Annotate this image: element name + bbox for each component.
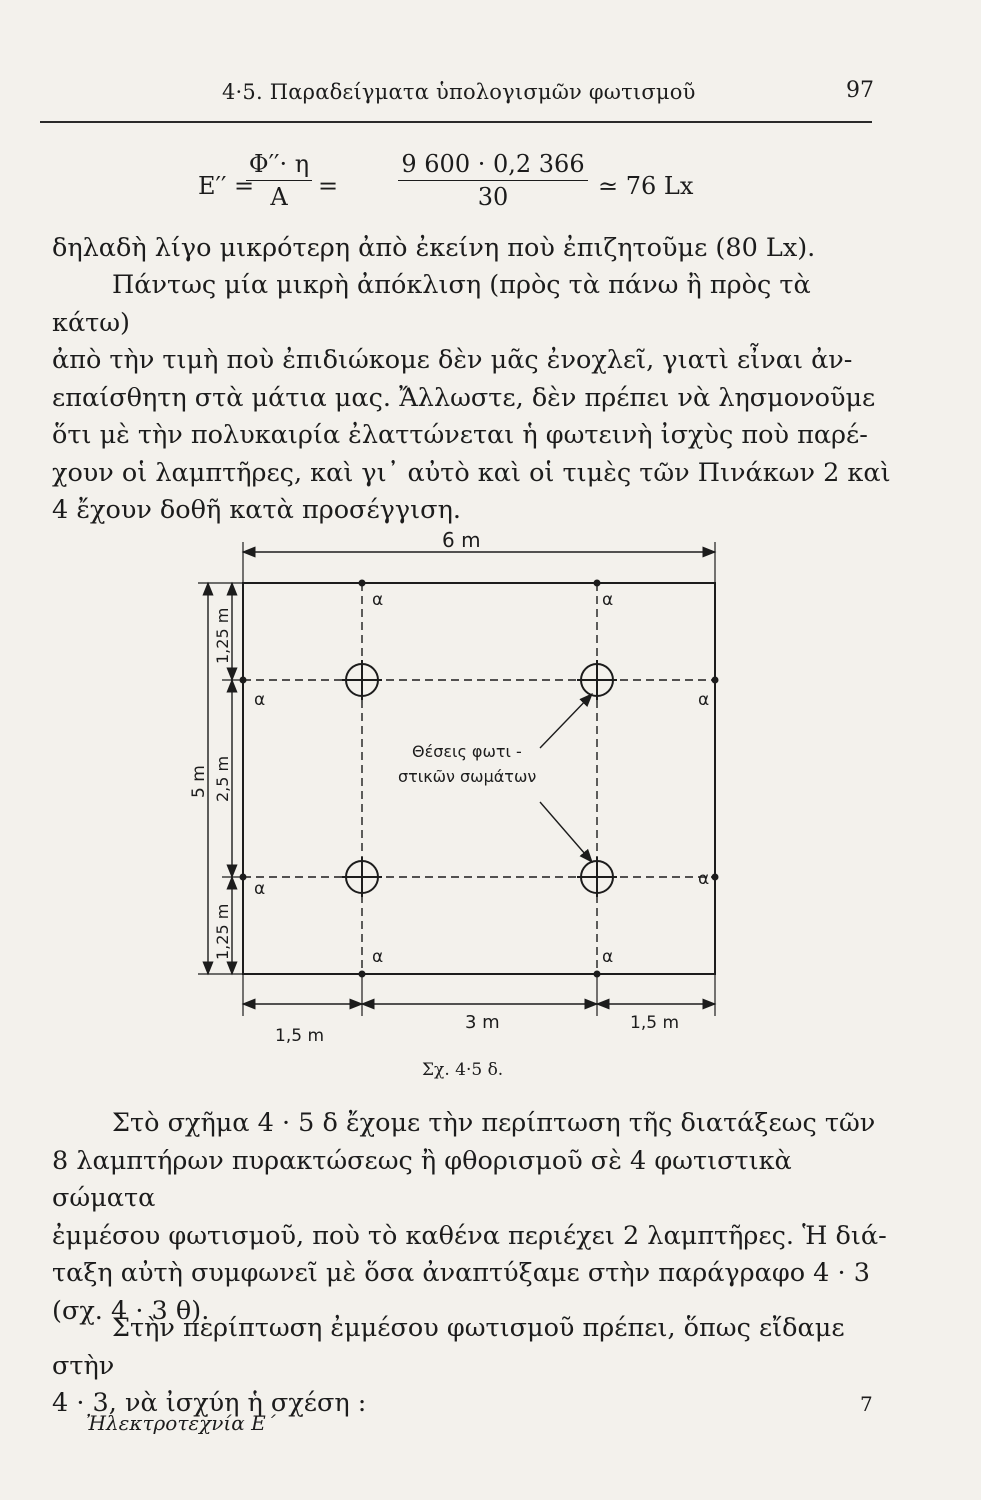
edge-point [594,580,601,587]
running-header: 4·5. Παραδείγματα ὑπολογισμῶν φωτισμοῦ [222,80,696,104]
room-layout-diagram [190,520,750,1090]
luminaire-symbol [577,660,617,700]
paragraph-3-line: 8 λαμπτήρων πυρακτώσεως ἢ φθορισμοῦ σὲ 4 φωτιστικὰ σώματα [52,1145,792,1213]
edge-point [240,677,247,684]
fraction2-denominator: 30 [477,183,509,211]
equation-lhs: E′′ = [198,172,255,200]
label-bottom-mid: 3 m [465,1012,500,1033]
label-alpha: α [698,869,710,889]
luminaire-symbol [577,857,617,897]
paragraph-4-line: 4 · 3, νὰ ἰσχύη ἡ σχέση : [52,1388,367,1418]
fraction1-numerator: Φ′′· η [246,150,312,181]
label-alpha: α [698,690,710,710]
edge-point [359,580,366,587]
paragraph-3-line: ἐμμέσου φωτισμοῦ, ποὺ τὸ καθένα περιέχει 2 λαμπτῆρες. Ἡ διά- [52,1220,887,1251]
paragraph-4 [52,1310,892,1423]
label-left-bottom: 1,25 m [213,903,232,960]
luminaire-symbol [342,660,382,700]
edge-point [359,971,366,978]
figure-caption: Σχ. 4·5 δ. [422,1060,504,1080]
label-alpha: α [254,690,266,710]
paragraph-2-line: 4 ἔχουν δοθῆ κατὰ προσέγγιση. [52,495,461,525]
paragraph-2-line: χουν οἱ λαμπτῆρες, καὶ γι᾽ αὐτὸ καὶ οἱ τιμὲς τῶν Πινάκων 2 καὶ [52,457,891,488]
fraction1-denominator: A [270,183,288,211]
label-alpha: α [602,947,614,967]
label-total-height: 5 m [190,765,209,798]
label-bottom-right: 1,5 m [630,1013,679,1033]
footer-book-title: Ἠλεκτροτεχνία Ε΄ [86,1411,276,1435]
paragraph-3 [52,1105,892,1330]
paragraph-4-line: Στὴν περίπτωση ἐμμέσου φωτισμοῦ πρέπει, ὅπως εἴδαμε στὴν [52,1313,845,1381]
callout-text-line2: στικῶν σωμάτων [398,767,537,786]
paragraph-3-line: ταξη αὐτὴ συμφωνεῖ μὲ ὅσα ἀναπτύξαμε στὴν παράγραφο 4 · 3 [52,1258,870,1288]
label-bottom-left: 1,5 m [275,1026,324,1046]
luminaire-symbol [342,857,382,897]
callout-leader-top [540,694,592,748]
paragraph-3-line: (σχ. 4 · 3 θ). [52,1295,210,1326]
paragraph-2-line: ἀπὸ τὴν τιμὴ ποὺ ἐπιδιώκομε δὲν μᾶς ἐνοχλεῖ, γιατὶ εἶναι ἀν- [52,345,853,375]
label-width: 6 m [442,528,481,552]
paragraph-2-line: ὅτι μὲ τὴν πολυκαιρία ἐλαττώνεται ἡ φωτεινὴ ἰσχὺς ποὺ παρέ- [52,420,868,450]
label-alpha: α [602,590,614,610]
callout-leader-bottom [540,802,592,862]
equation-result: ≃ 76 Lx [598,172,694,200]
header-rule [40,121,872,123]
label-left-mid: 2,5 m [213,755,232,802]
fraction2-numerator: 9 600 · 0,2 366 [398,150,588,181]
paragraph-1-text: δηλαδὴ λίγο μικρότερη ἀπὸ ἐκείνη ποὺ ἐπιζητοῦμε (80 Lx). [52,233,816,263]
footer-signature-mark: 7 [860,1392,873,1416]
label-alpha: α [254,879,266,899]
equation-equals: = [318,172,339,200]
paragraph-2-line: επαίσθητη στὰ μάτια μας. Ἄλλωστε, δὲν πρέπει νὰ λησμονοῦμε [52,382,876,413]
equation-fraction-numeric [398,150,588,211]
label-alpha: α [372,947,384,967]
edge-point [594,971,601,978]
callout-text-line1: Θέσεις φωτι - [412,742,522,761]
equation-fraction-symbolic [246,150,312,211]
paragraph-2 [52,267,892,530]
edge-point [240,874,247,881]
label-left-top: 1,25 m [213,607,232,664]
paragraph-2-line: Πάντως μία μικρὴ ἀπόκλιση (πρὸς τὰ πάνω ἢ πρὸς τὰ κάτω) [52,270,811,338]
edge-point [712,677,719,684]
paragraph-1 [52,230,892,268]
label-alpha: α [372,590,384,610]
paragraph-3-line: Στὸ σχῆμα 4 · 5 δ ἔχομε τὴν περίπτωση τῆς διατάξεως τῶν [112,1108,876,1138]
edge-point [712,874,719,881]
room-layout-figure [190,520,750,1090]
page-number: 97 [846,78,874,103]
